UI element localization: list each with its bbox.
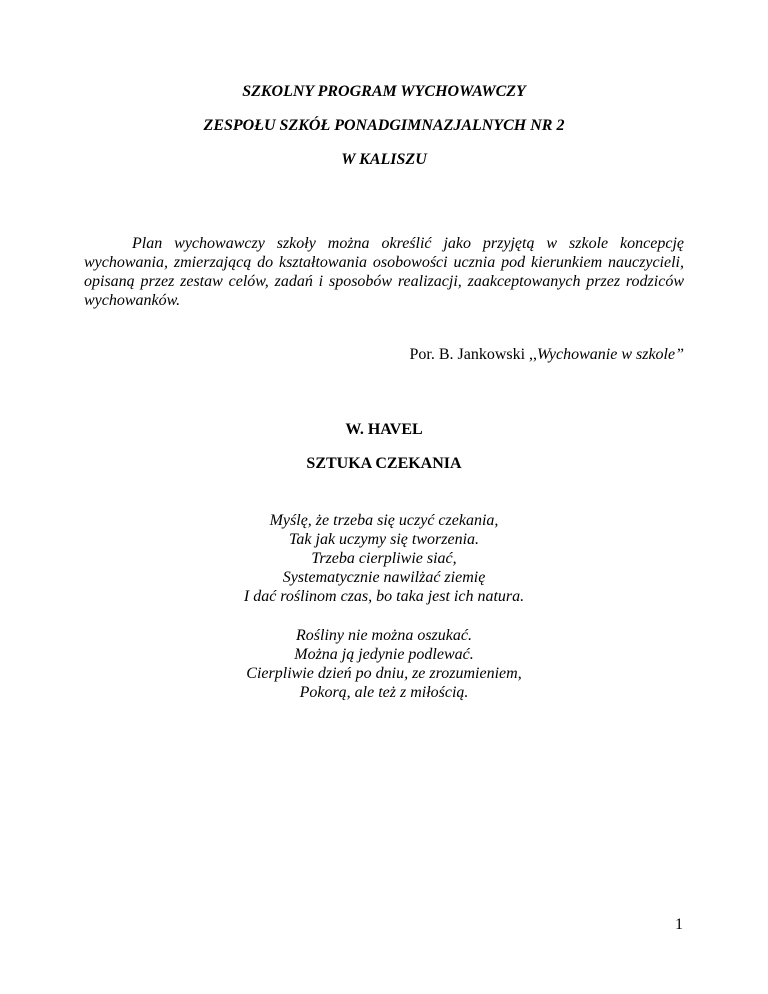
title-line-1: SZKOLNY PROGRAM WYCHOWAWCZY <box>242 83 526 100</box>
poem-author: W. HAVEL <box>345 421 423 438</box>
poem-stanza-2 <box>0 626 768 702</box>
poem-line: Myślę, że trzeba się uczyć czekania, <box>269 512 499 529</box>
poem-line: Rośliny nie można oszukać. <box>296 627 472 644</box>
poem-line: Trzeba cierpliwie siać, <box>311 550 457 567</box>
title-line-3: W KALISZU <box>341 151 427 168</box>
poem-line: Pokorą, ale też z miłością. <box>299 684 469 701</box>
page-number: 1 <box>675 916 683 933</box>
poem-line: Cierpliwie dzień po dniu, ze zrozumieniem, <box>246 665 522 682</box>
citation-title: Wychowanie w szkole” <box>537 346 684 363</box>
poem-header <box>0 422 768 490</box>
poem-title: SZTUKA CZEKANIA <box>306 455 462 472</box>
poem-line: Można ją jedynie podlewać. <box>294 646 474 663</box>
intro-paragraph: Plan wychowawczy szkoły można określić jako przyjętą w szkole koncepcję wychowania, zmierzającą do kształtowania osobowości ucznia pod kierunkiem nauczycieli, opisaną przez zestaw celów, zadań i sposobów realizacji, zaakceptowanych przez rodziców wychowanków. <box>84 235 684 309</box>
citation <box>409 345 684 365</box>
document-title <box>0 84 768 186</box>
title-line-2: ZESPOŁU SZKÓŁ PONADGIMNAZJALNYCH NR 2 <box>203 117 565 134</box>
citation-prefix: Por. B. Jankowski ,, <box>409 346 538 363</box>
poem-line: I dać roślinom czas, bo taka jest ich natura. <box>243 588 525 605</box>
poem-stanza-1 <box>0 511 768 606</box>
poem-line: Systematycznie nawilżać ziemię <box>282 569 486 586</box>
poem-line: Tak jak uczymy się tworzenia. <box>288 531 480 548</box>
